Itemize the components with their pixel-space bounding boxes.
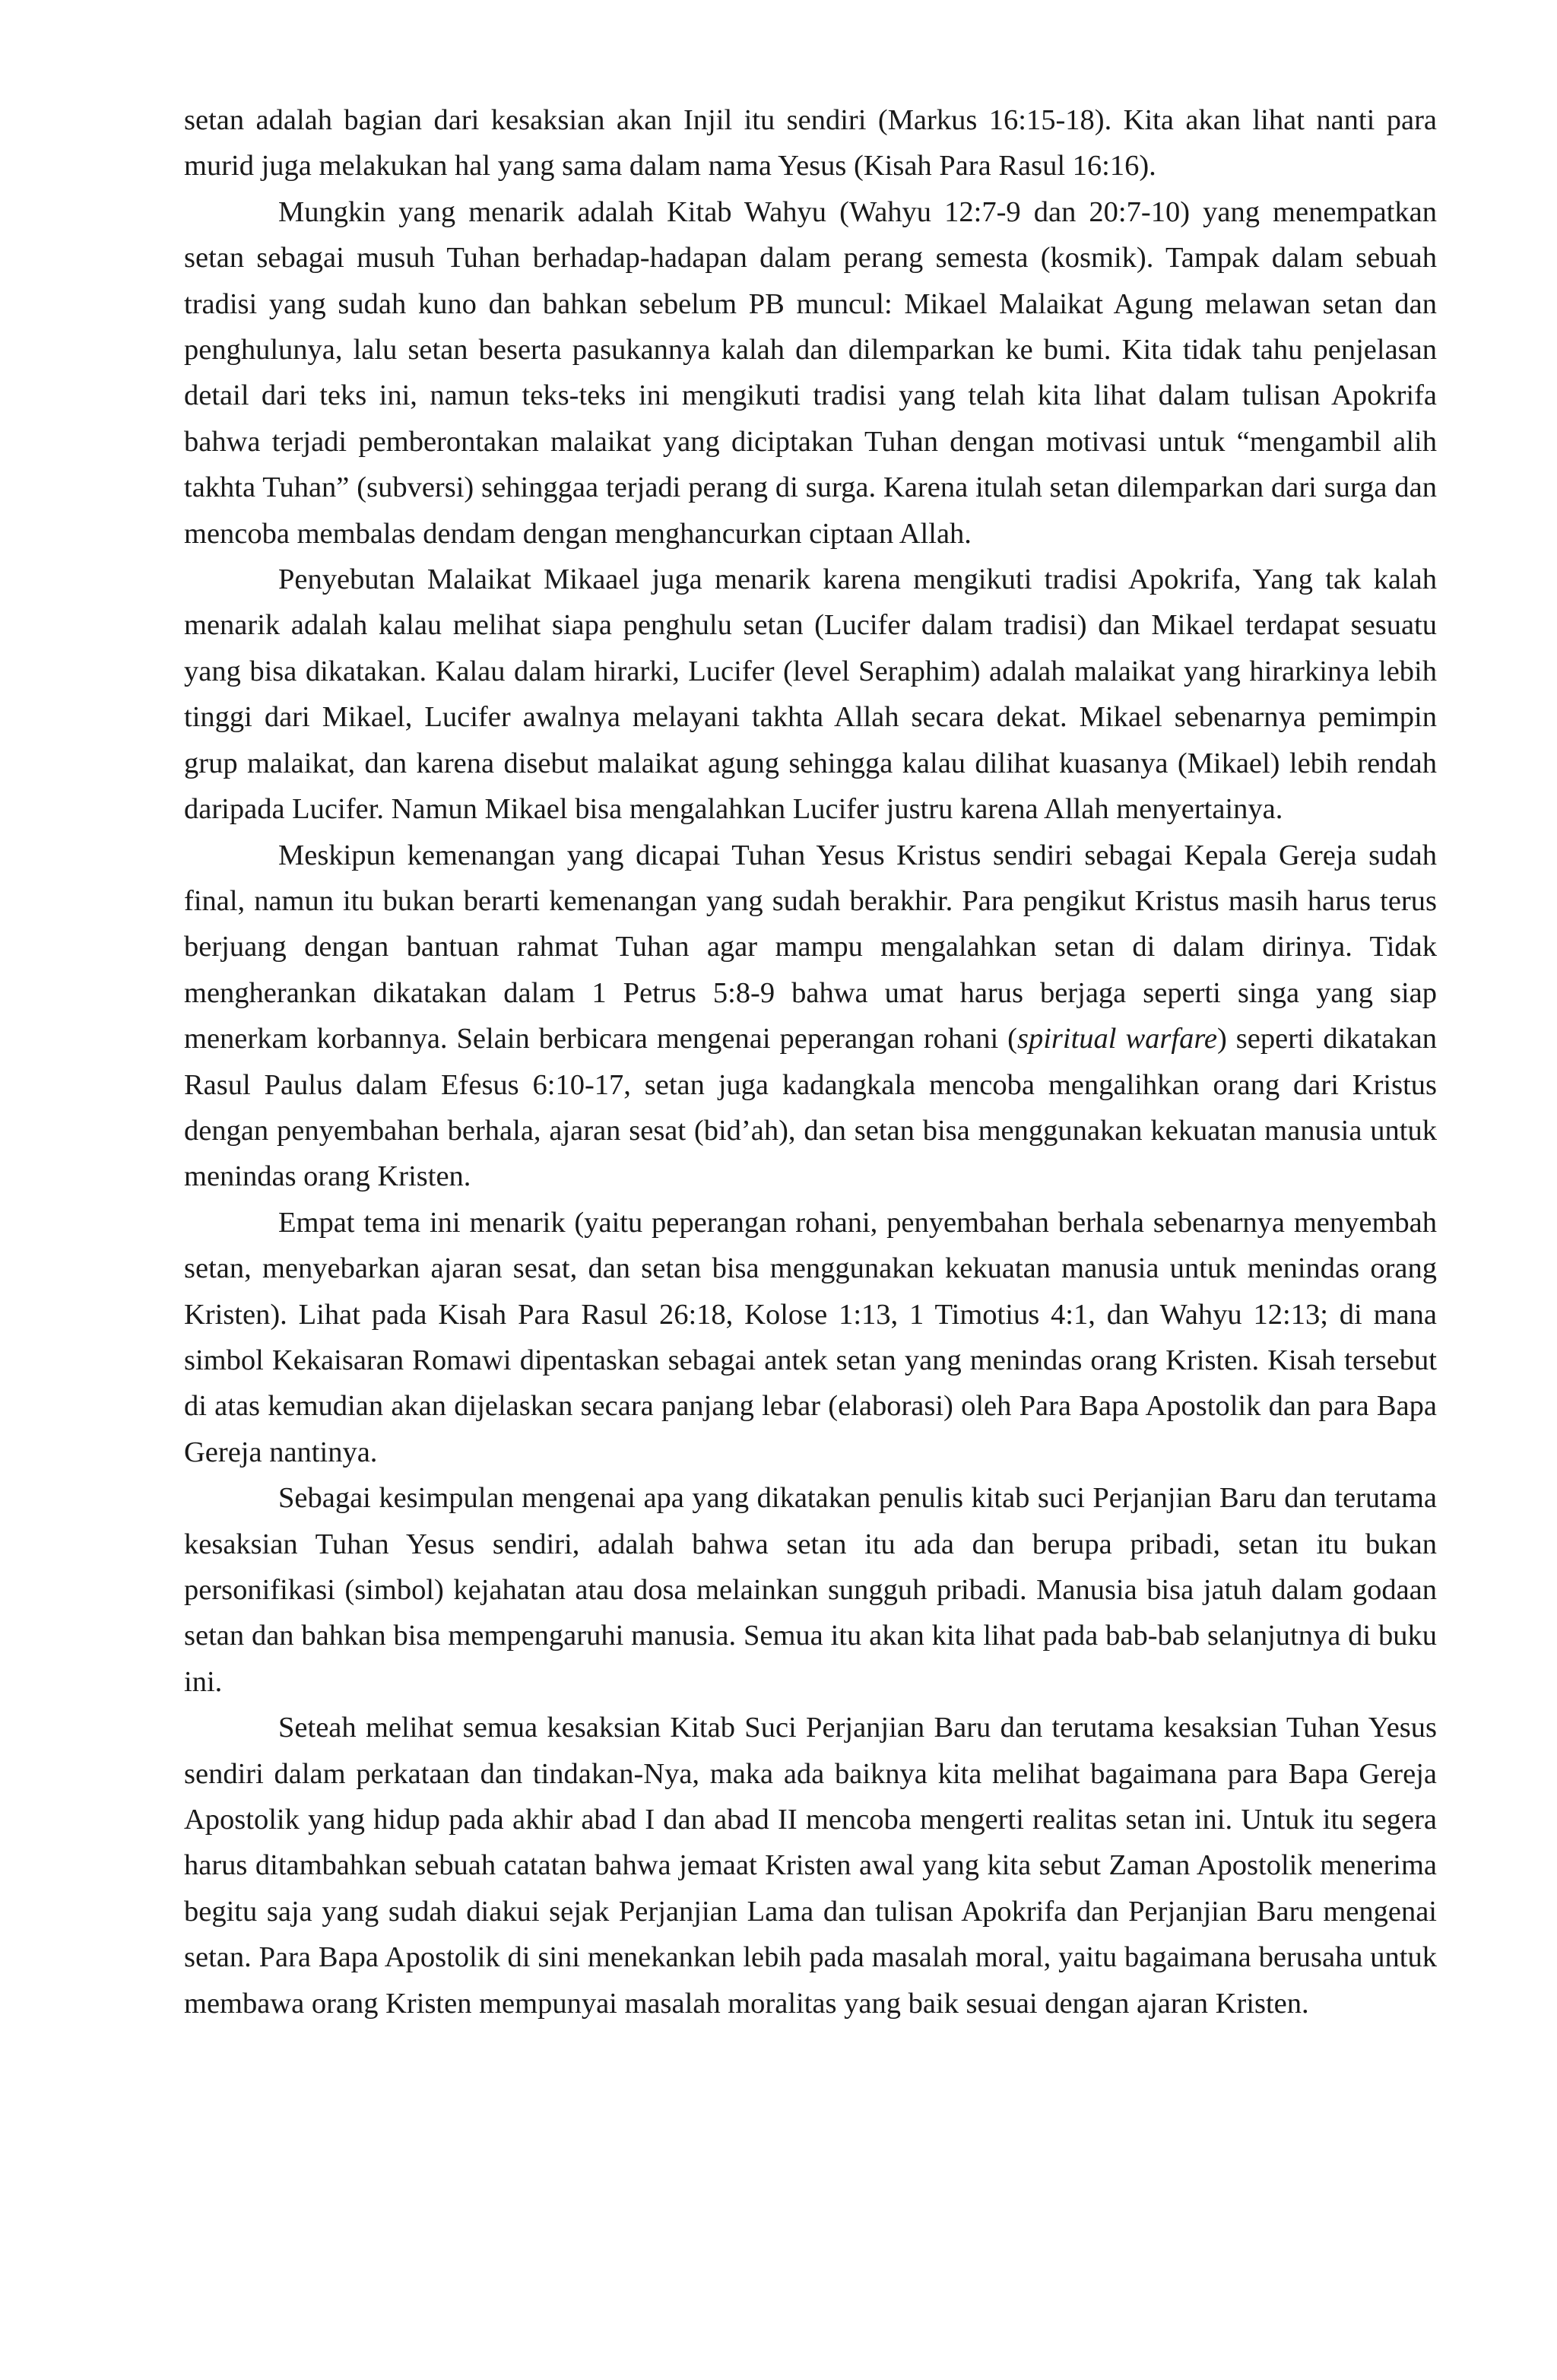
paragraph-7: Seteah melihat semua kesaksian Kitab Suci Perjanjian Baru dan terutama kesaksian Tuhan Yesus sendiri dalam perkataan dan tindakan-Nya, maka ada baiknya kita melihat bagaimana para Bapa Gereja Apostolik yang hidup pada akhir abad I dan abad II mencoba mengerti realitas setan ini. Untuk itu segera harus ditambahkan sebuah catatan bahwa jemaat Kristen awal yang kita sebut Zaman Apostolik menerima begitu saja yang sudah diakui sejak Perjanjian Lama dan tulisan Apokrifa dan Perjanjian Baru mengenai setan. Para Bapa Apostolik di sini menekankan lebih pada masalah moral, yaitu bagaimana berusaha untuk membawa orang Kristen mempunyai masalah moralitas yang baik sesuai dengan ajaran Kristen. (184, 1712, 1437, 2020)
paragraph-6: Sebagai kesimpulan mengenai apa yang dikatakan penulis kitab suci Perjanjian Baru dan terutama kesaksian Tuhan Yesus sendiri, adalah bahwa setan itu ada dan berupa pribadi, setan itu bukan personifikasi (simbol) kejahatan atau dosa melainkan sungguh pribadi. Manusia bisa jatuh dalam godaan setan dan bahkan bisa mempengaruhi manusia. Semua itu akan kita lihat pada bab-bab selanjutnya di buku ini. (184, 1482, 1437, 1698)
paragraph-4-italic-term: spiritual warfare (1017, 1023, 1217, 1055)
paragraph-1: setan adalah bagian dari kesaksian akan Injil itu sendiri (Markus 16:15-18). Kita akan lihat nanti para murid juga melakukan hal yang sama dalam nama Yesus (Kisah Para Rasul 16:16). (184, 104, 1437, 182)
paragraph-4-text-before: Meskipun kemenangan yang dicapai Tuhan Yesus Kristus sendiri sebagai Kepala Gereja sudah final, namun itu bukan berarti kemenangan yang sudah berakhir. Para pengikut Kristus masih harus terus berjuang dengan bantuan rahmat Tuhan agar mampu mengalahkan setan di dalam dirinya. Tidak mengherankan dikatakan dalam 1 Petrus 5:8-9 bahwa umat harus berjaga seperti singa yang siap menerkam korbannya. Selain berbicara mengenai peperangan rohani ( (184, 839, 1437, 1055)
document-page (184, 97, 1437, 2026)
paragraph-4 (184, 833, 1437, 1200)
paragraph-3: Penyebutan Malaikat Mikaael juga menarik karena mengikuti tradisi Apokrifa, Yang tak kalah menarik adalah kalau melihat siapa penghulu setan (Lucifer dalam tradisi) dan Mikael terdapat sesuatu yang bisa dikatakan. Kalau dalam hirarki, Lucifer (level Seraphim) adalah malaikat yang hirarkinya lebih tinggi dari Mikael, Lucifer awalnya melayani takhta Allah secara dekat. Mikael sebenarnya pemimpin grup malaikat, dan karena disebut malaikat agung sehingga kalau dilihat kuasanya (Mikael) lebih rendah daripada Lucifer. Namun Mikael bisa mengalahkan Lucifer justru karena Allah menyertainya. (184, 563, 1437, 826)
paragraph-4-text-after: ) seperti dikatakan Rasul Paulus dalam Efesus 6:10-17, setan juga kadangkala mencoba mengalihkan orang dari Kristus dengan penyembahan berhala, ajaran sesat (bid’ah), dan setan bisa menggunakan kekuatan manusia untuk menindas orang Kristen. (184, 1023, 1437, 1193)
paragraph-5: Empat tema ini menarik (yaitu peperangan rohani, penyembahan berhala sebenarnya menyembah setan, menyebarkan ajaran sesat, dan setan bisa menggunakan kekuatan manusia untuk menindas orang Kristen). Lihat pada Kisah Para Rasul 26:18, Kolose 1:13, 1 Timotius 4:1, dan Wahyu 12:13; di mana simbol Kekaisaran Romawi dipentaskan sebagai antek setan yang menindas orang Kristen. Kisah tersebut di atas kemudian akan dijelaskan secara panjang lebar (elaborasi) oleh Para Bapa Apostolik dan para Bapa Gereja nantinya. (184, 1206, 1437, 1468)
paragraph-2: Mungkin yang menarik adalah Kitab Wahyu (Wahyu 12:7-9 dan 20:7-10) yang menempatkan setan sebagai musuh Tuhan berhadap-hadapan dalam perang semesta (kosmik). Tampak dalam sebuah tradisi yang sudah kuno dan bahkan sebelum PB muncul: Mikael Malaikat Agung melawan setan dan penghulunya, lalu setan beserta pasukannya kalah dan dilemparkan ke bumi. Kita tidak tahu penjelasan detail dari teks ini, namun teks-teks ini mengikuti tradisi yang telah kita lihat dalam tulisan Apokrifa bahwa terjadi pemberontakan malaikat yang diciptakan Tuhan dengan motivasi untuk “mengambil alih takhta Tuhan” (subversi) sehinggaa terjadi perang di surga. Karena itulah setan dilemparkan dari surga dan mencoba membalas dendam dengan menghancurkan ciptaan Allah. (184, 195, 1437, 550)
